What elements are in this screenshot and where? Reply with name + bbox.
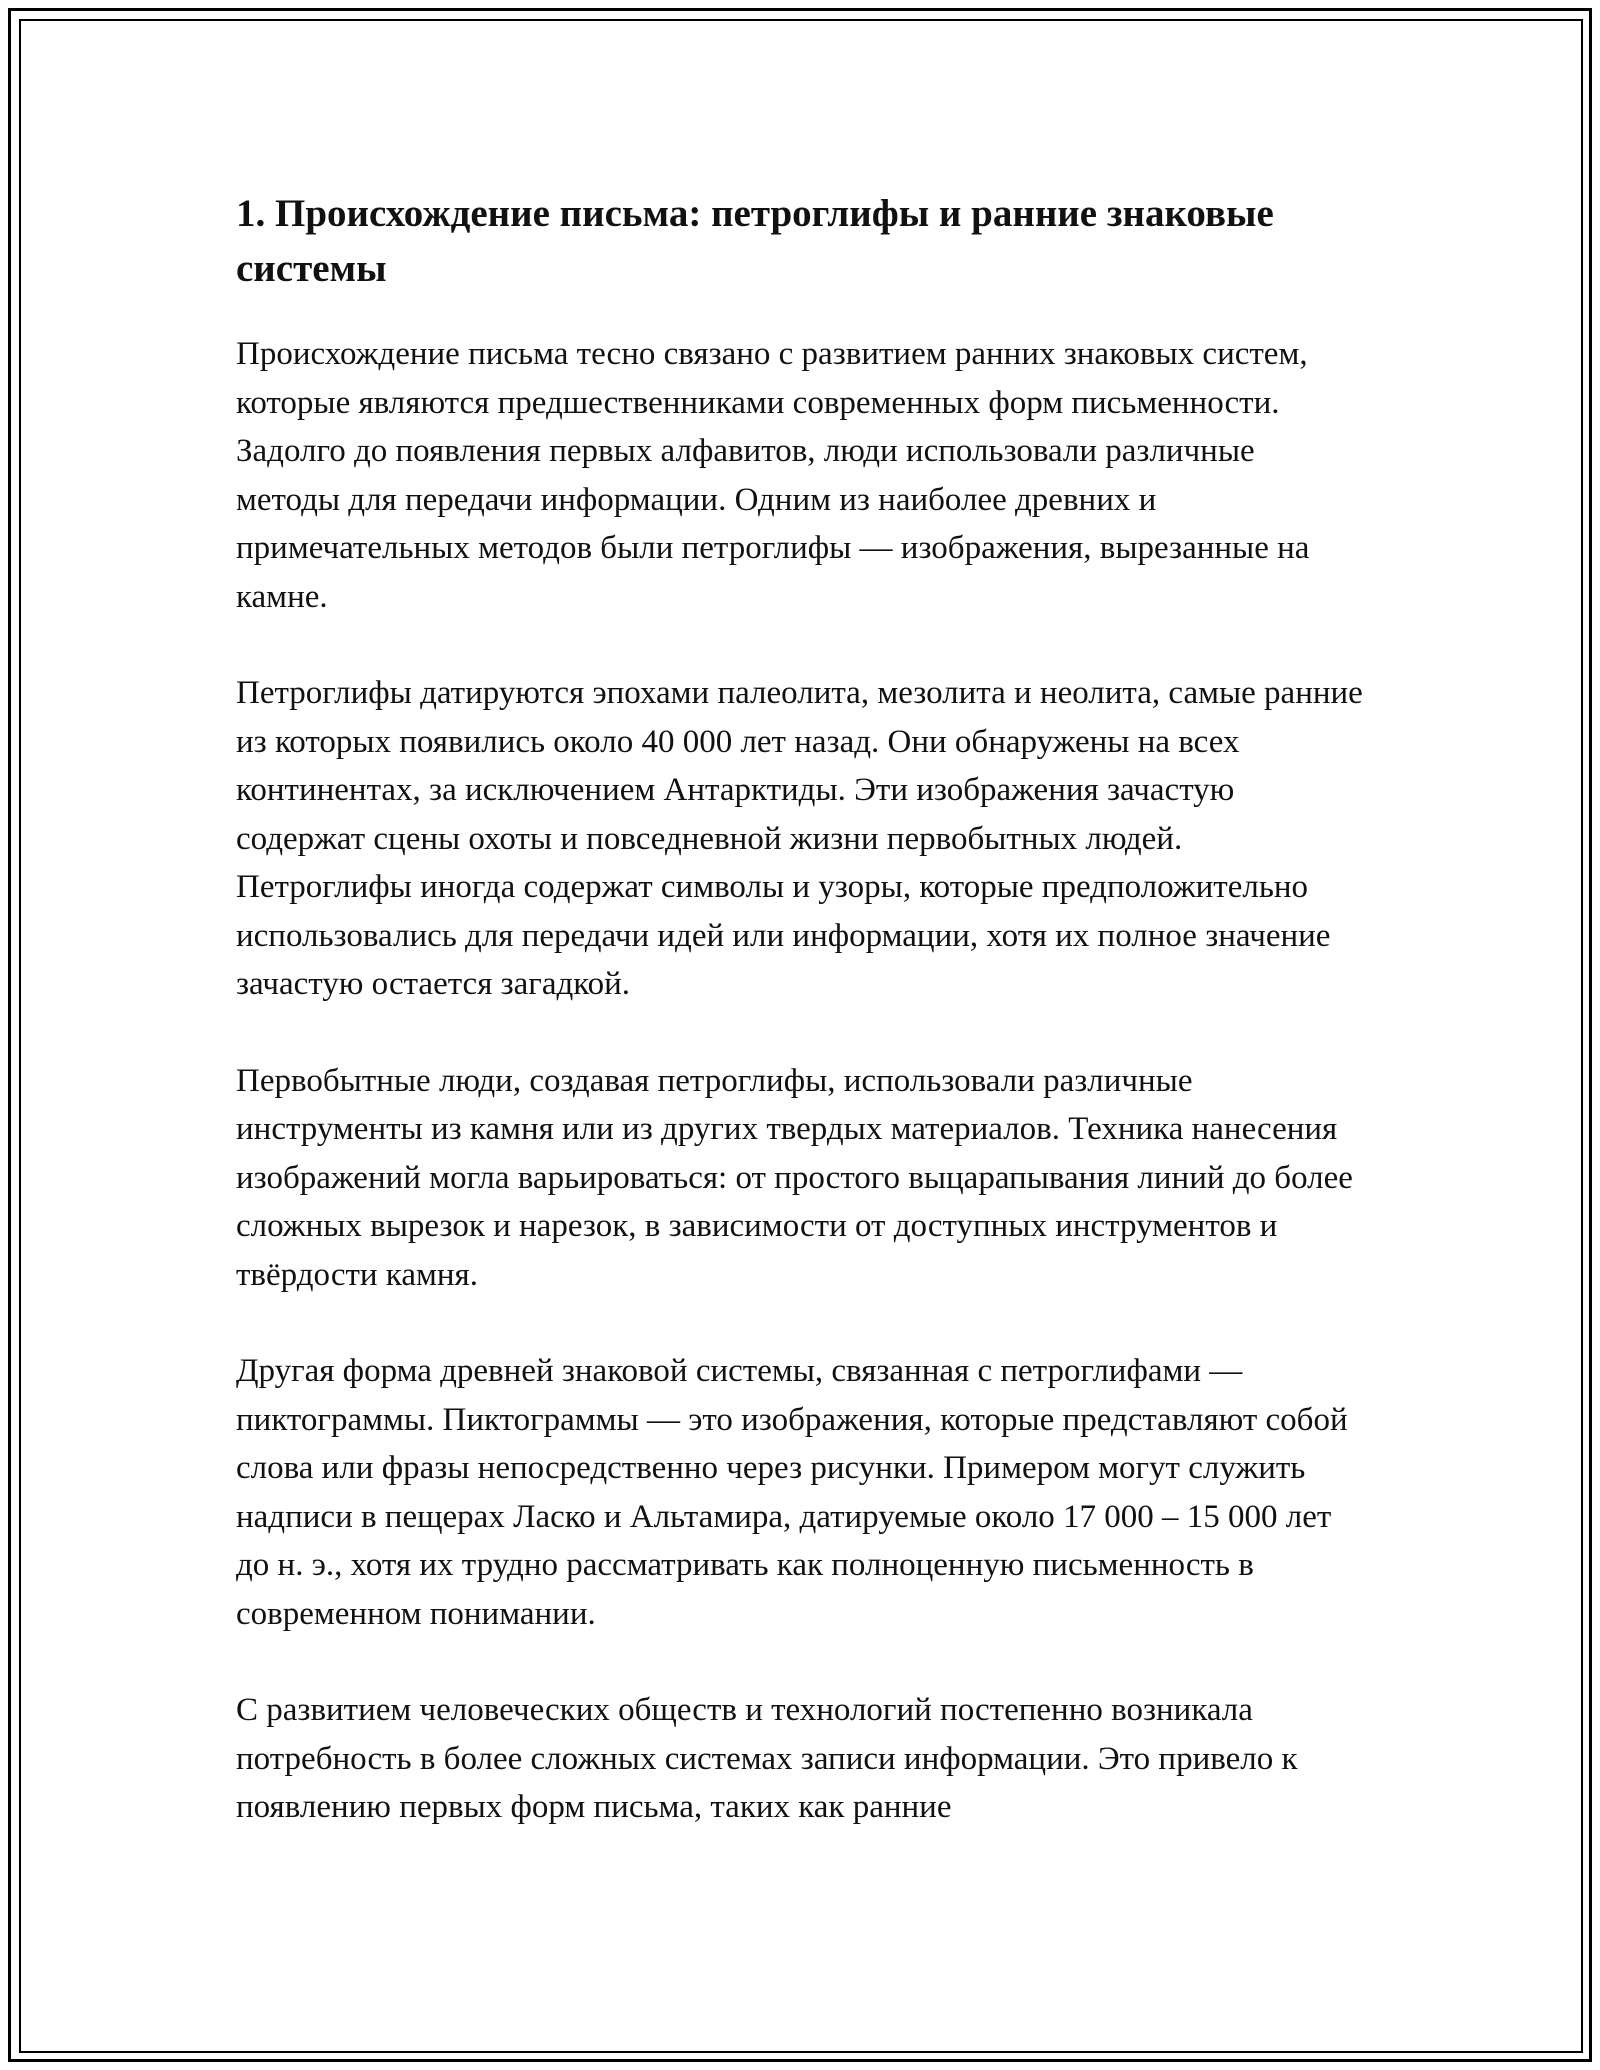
paragraph-2: Петроглифы датируются эпохами палеолита, мезолита и неолита, самые ранние из которых появились около 40 000 лет назад. Они обнаружены на всех континентах, за исключением Антарктиды. Эти изображения зачастую содержат сцены охоты и повседневной жизни первобытных людей. Петроглифы иногда содержат символы и узоры, которые предположительно использовались для передачи идей или информации, хотя их полное значение зачастую остается загадкой. — [236, 675, 1363, 1002]
document-body — [236, 186, 1366, 1880]
section-heading: 1. Происхождение письма: петроглифы и ранние знаковые системы — [236, 192, 1274, 290]
paragraph-5: С развитием человеческих обществ и технологий постепенно возникала потребность в более сложных системах записи информации. Это привело к появлению первых форм письма, таких как ранние — [236, 1692, 1298, 1825]
paragraph-3: Первобытные люди, создавая петроглифы, использовали различные инструменты из камня или из других твердых материалов. Техника нанесения изображений могла варьироваться: от простого выцарапывания линий до более сложных вырезок и нарезок, в зависимости от доступных инструментов и твёрдости камня. — [236, 1062, 1353, 1293]
paragraph-4: Другая форма древней знаковой системы, связанная с петроглифами — пиктограммы. Пиктограммы — это изображения, которые представляют собой слова или фразы непосредственно через рисунки. Примером могут служить надписи в пещерах Ласко и Альтамира, датируемые около 17 000 – 15 000 лет до н. э., хотя их трудно рассматривать как полноценную письменность в современном понимании. — [236, 1353, 1348, 1632]
paragraph-1: Происхождение письма тесно связано с развитием ранних знаковых систем, которые являются предшественниками современных форм письменности. Задолго до появления первых алфавитов, люди использовали различные методы для передачи информации. Одним из наиболее древних и примечательных методов были петроглифы — изображения, вырезанные на камне. — [236, 336, 1310, 615]
